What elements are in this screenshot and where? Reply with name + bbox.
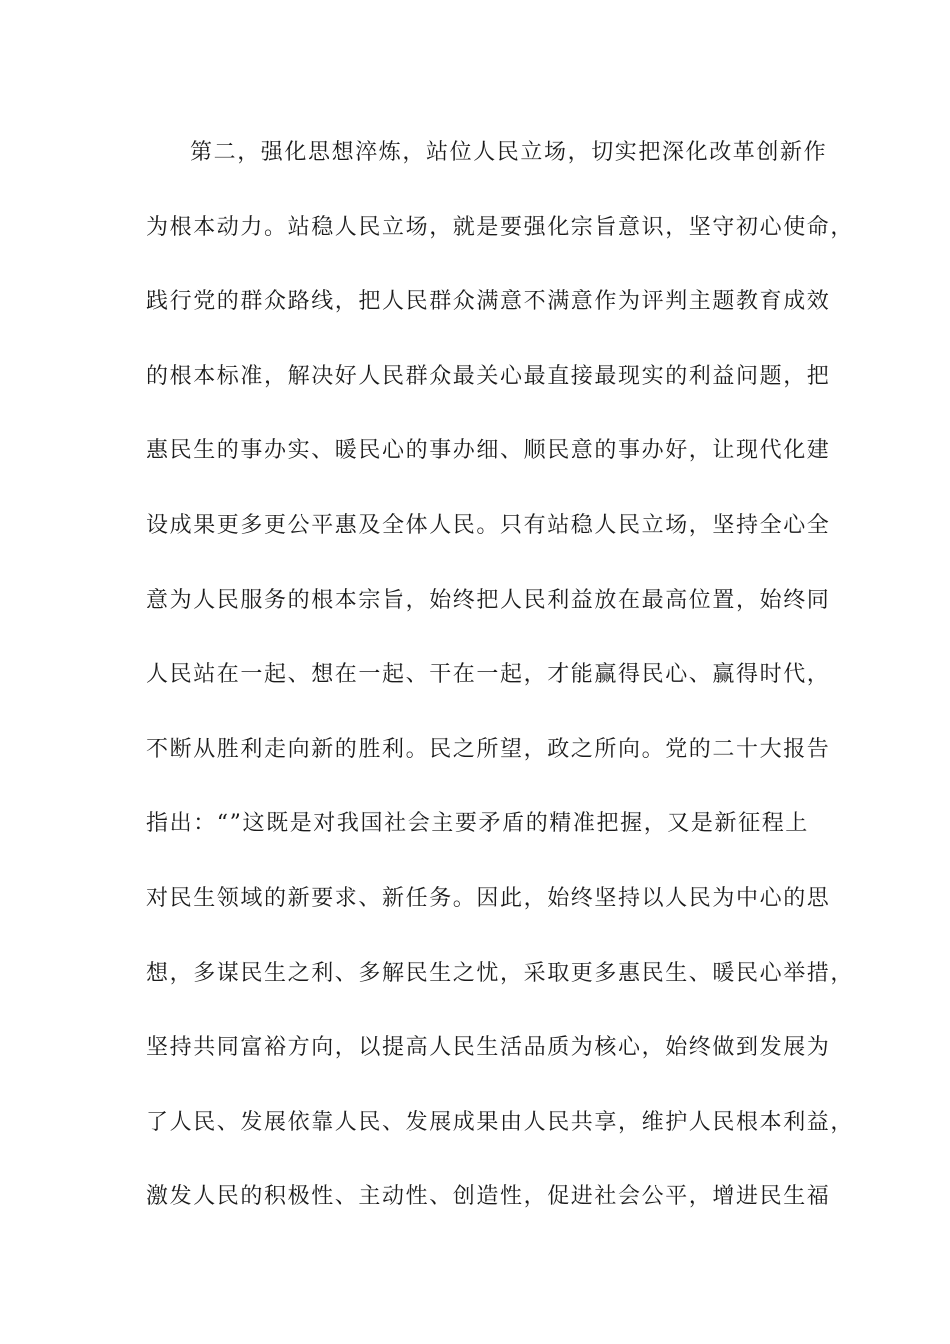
text-line: 为根本动力。站稳人民立场，就是要强化宗旨意识，坚守初心使命， <box>146 214 855 240</box>
text-line: 对民生领域的新要求、新任务。因此，始终坚持以人民为中心的思 <box>146 885 831 911</box>
text-line: 指出：“”这既是对我国社会主要矛盾的精准把握，又是新征程上 <box>146 811 809 837</box>
text-line: 的根本标准，解决好人民群众最关心最直接最现实的利益问题，把 <box>146 363 831 389</box>
text-line: 想，多谋民生之利、多解民生之忧，采取更多惠民生、暖民心举措， <box>146 960 855 986</box>
body-paragraph <box>146 133 855 1252</box>
text-line: 不断从胜利走向新的胜利。民之所望，政之所向。党的二十大报告 <box>146 736 831 762</box>
text-line: 人民站在一起、想在一起、干在一起，才能赢得民心、赢得时代， <box>146 662 831 688</box>
text-line: 了人民、发展依靠人民、发展成果由人民共享，维护人民根本利益， <box>146 1109 855 1135</box>
text-line: 践行党的群众路线，把人民群众满意不满意作为评判主题教育成效 <box>146 289 831 315</box>
text-line: 激发人民的积极性、主动性、创造性，促进社会公平，增进民生福 <box>146 1184 831 1210</box>
text-line: 意为人民服务的根本宗旨，始终把人民利益放在最高位置，始终同 <box>146 587 831 613</box>
text-line: 设成果更多更公平惠及全体人民。只有站稳人民立场，坚持全心全 <box>146 512 831 538</box>
text-line: 第二，强化思想淬炼，站位人民立场，切实把深化改革创新作 <box>190 140 828 165</box>
text-line: 坚持共同富裕方向，以提高人民生活品质为核心，始终做到发展为 <box>146 1035 831 1061</box>
text-line: 惠民生的事办实、暖民心的事办细、顺民意的事办好，让现代化建 <box>146 438 831 464</box>
